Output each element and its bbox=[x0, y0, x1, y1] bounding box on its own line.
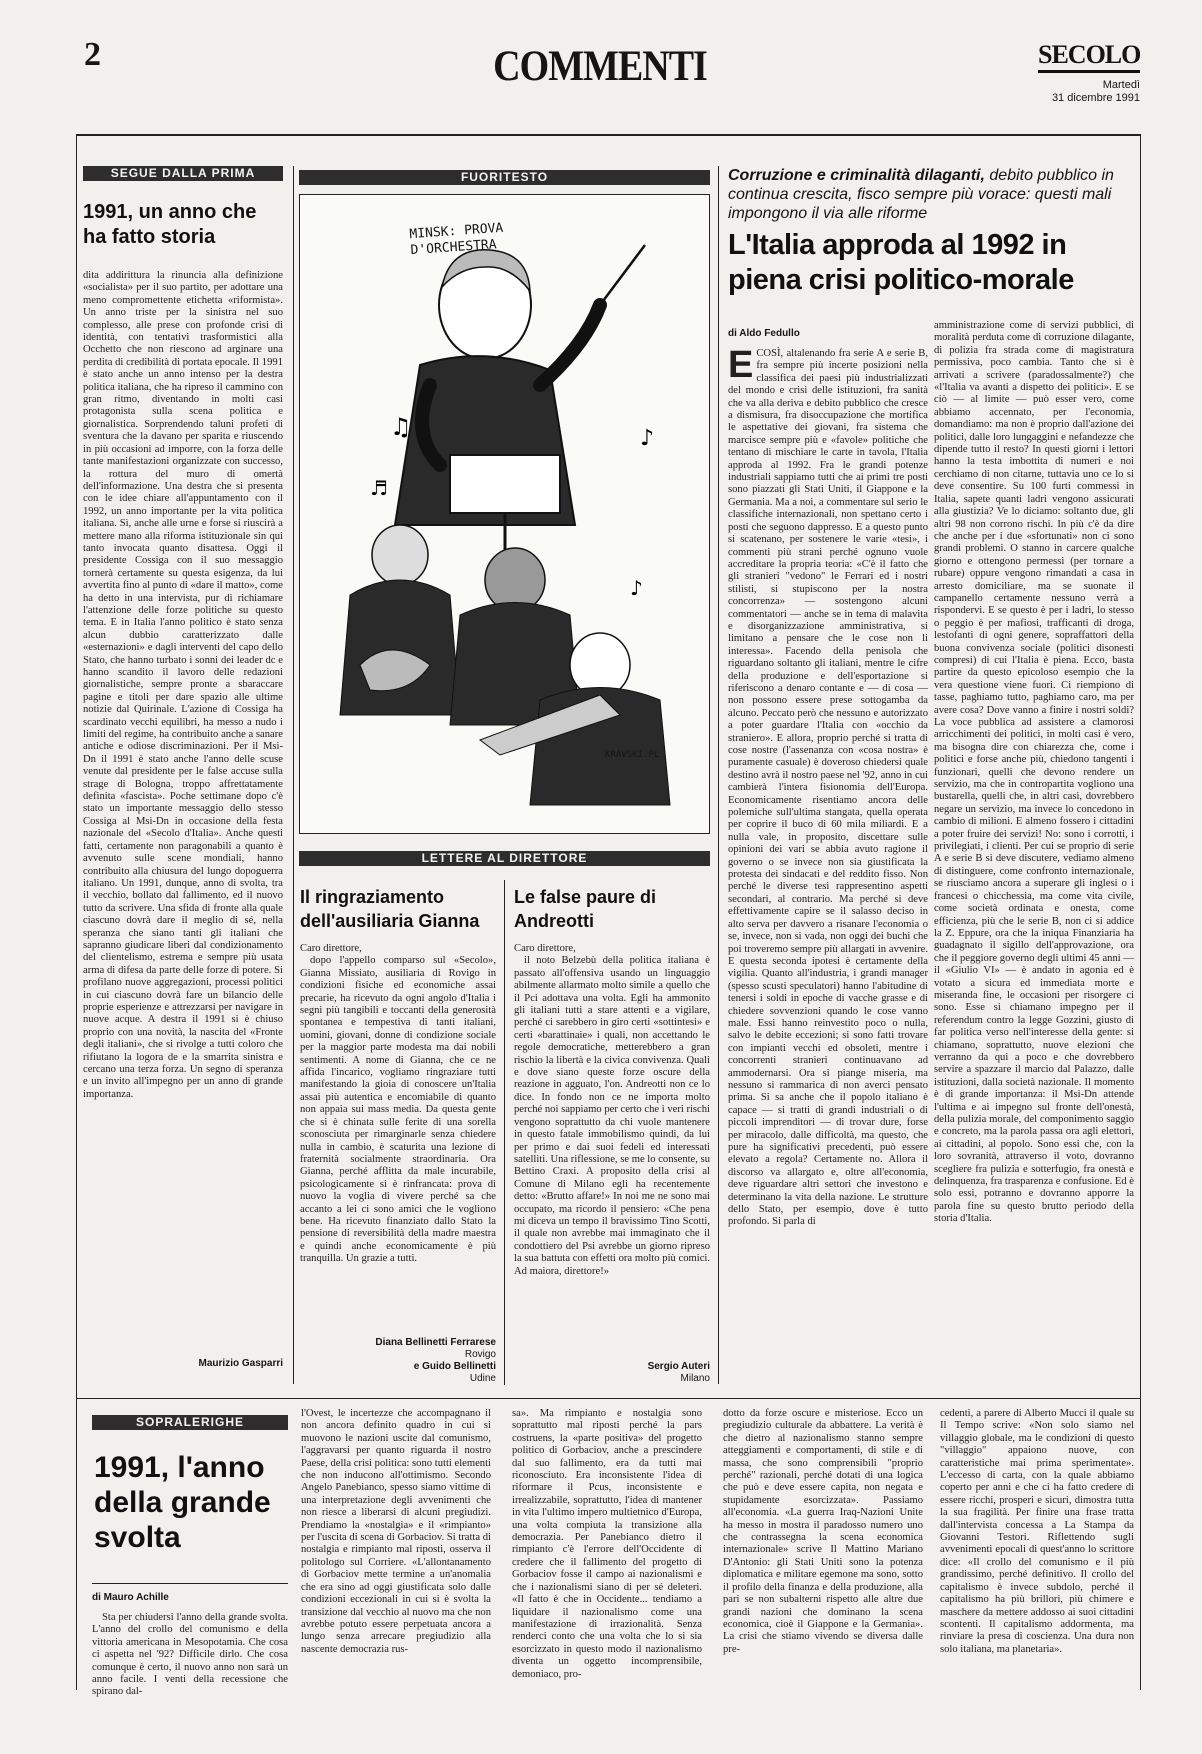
bottom-rule bbox=[76, 1398, 1141, 1399]
music-stand bbox=[450, 455, 560, 513]
conductor-cartoon-illustration bbox=[300, 195, 709, 833]
main-kicker-rest: debito pubblico in continua crescita, fisco sempre più vorace: questi mali impongono il via alle riforme bbox=[728, 167, 1114, 222]
letter-right-signature: Sergio Auteri bbox=[647, 1361, 710, 1372]
section-title: COMMENTI bbox=[493, 41, 707, 91]
letter-right-headline: Le false paure di Andreotti bbox=[514, 887, 657, 931]
bottom-col4 bbox=[723, 1408, 923, 1690]
letter-left-city-1: Rovigo bbox=[464, 1349, 496, 1360]
conductor-arm bbox=[540, 305, 600, 385]
section-label-sopralerighe: SOPRALERIGHE bbox=[92, 1415, 288, 1430]
masthead-rule bbox=[76, 134, 1141, 136]
section-label-lettere: LETTERE AL DIRETTORE bbox=[299, 851, 710, 866]
cartoon-frame bbox=[299, 194, 710, 834]
frame-right bbox=[1140, 134, 1141, 1690]
letter-left-signature-2: e Guido Bellinetti bbox=[413, 1361, 496, 1372]
dropcap: E bbox=[728, 344, 754, 386]
bottom-byline: di Mauro Achille bbox=[92, 1592, 169, 1603]
col-separator-main bbox=[718, 166, 719, 1384]
letter-right-text: il noto Belzebù della politica italiana è passato all'offensiva usando un linguaggio abilmente allarmato molto simile a quello che il Pci adottava una volta. Egli ha ammonito gli italiani tutti a stare attenti e a vigilare, perché ci sarebbero in giro certi «sottintesi» e certi «barattinaie» i quali, non accettando le regole democratiche, metterebbero a gran rischio la libertà e la civica convivenza. Quali e dove siano queste forze oscure della reazione in agguato, l'on. Andreotti non ce lo dice. In fondo non ce ne importa molto perché noi sappiamo per certo che i veri rischi vengono soprattutto da chi vuole mantenere in questo fatale immobilismo quindi, da lui per primo e dai suoi fedeli ed interessati satelliti. Una riflessione, se me lo consente, su Bettino Craxi. A proposito della crisi al Comune di Milano egli ha recentemente detto: «Brutto affare!» In noi me ne sono mai occupato, ma ricordo il pensiero: «Che pena mi diceva un tempo il bravissimo Tino Scotti, il quale non avrebbe mai immaginato che il condottiero del Psi avrebbe un giorno ripreso la sua battuta con effetti ora molto più comici. Ad maiora, direttore!» bbox=[514, 955, 710, 1277]
letter-left-greeting: Caro direttore, bbox=[300, 943, 362, 954]
bottom-headline: 1991, l'anno della grande svolta bbox=[94, 1451, 271, 1554]
bottom-col5 bbox=[940, 1408, 1134, 1690]
letter-right-body bbox=[514, 943, 710, 1355]
letter-left-headline: Il ringraziamento dell'ausiliaria Gianna bbox=[300, 887, 480, 931]
letter-left-body bbox=[300, 943, 496, 1335]
issue-day: Martedì bbox=[1102, 79, 1140, 91]
main-kicker bbox=[728, 166, 1128, 223]
letter-left-signature-1: Diana Bellinetti Ferrarese bbox=[375, 1337, 496, 1348]
music-note: ♪ bbox=[630, 576, 643, 600]
section-label-segue: SEGUE DALLA PRIMA bbox=[83, 166, 283, 181]
bottom-col1 bbox=[92, 1612, 288, 1698]
letters-separator bbox=[504, 880, 505, 1385]
newspaper-logo: SECOLO bbox=[1038, 40, 1140, 73]
musician-left-body bbox=[340, 580, 460, 715]
music-note: ♫ bbox=[390, 413, 412, 441]
music-note: ♬ bbox=[370, 476, 388, 500]
bottom-col4-text: dotto da forze oscure e misteriose. Ecco un pregiudizio culturale da abbattere. La verità è che dietro al nazionalismo stanno sempre atteggiamenti e comportamenti, di stile e di massa, che sono comprensibili "proprio perché" razionali, perché dotati di una logica che può e deve essere capita, non negata e stupidamente esorcizzata». Passiamo all'economia. «La guerra Iraq-Nazioni Unite ha messo in mostra il paradosso numero uno che contrassegna la scena economica internazionale» scrive Il Mattino Mariano D'Antonio: gli Stati Uniti sono la potenza diplomatica e militare egemone ma sono, sotto il profilo della finanza e della produzione, alla pari se non subalterni rispetto alle altre due grandi nazioni che dominano la scena economica, cioè il Giappone e la Germania». La crisi che stiamo vivendo se diversa dalle pre- bbox=[723, 1408, 923, 1655]
cartoon-caption: MINSK: PROVA D'ORCHESTRA bbox=[409, 220, 504, 259]
col1-headline: 1991, un anno che ha fatto storia bbox=[83, 201, 257, 248]
letter-left-city-2: Udine bbox=[469, 1373, 496, 1384]
bottom-col3-text: sa». Ma rimpianto e nostalgia sono soprattutto mal riposti perché la pars costruens, la «parte positiva» del progetto politico di Gorbaciov, anche a prescindere dal suo fallimento, era da tutti mai riconosciuto. Era inconsistente l'idea di riformare il Pcus, inconsistente e irrealizzabile, soprattutto, l'idea di mantener in vita l'ultimo impero multietnico d'Europa, una volta compiuta la transizione alla democrazia. Per Panebianco dietro il rimpianto c'è l'errore dell'Occidente di credere che il fallimento del progetto di Gorbaciov fosse il campo ai nazionalismi e che i nazionalismi siano di per sé deleteri. «Il fatto è che in Occidente... tendiamo a liquidare il nazionalismo come una manifestazione di irrazionalità. Senza renderci conto che una volta che lo si sia esorcizzato in questo modo il nazionalismo diventa un oggetto incomprensibile, demoniaco, pro- bbox=[512, 1408, 702, 1680]
main-text-left: COSÌ, altalenando fra serie A e serie B, fra sempre più incerte posizioni nella classifica dei paesi più industrializzati del mondo e crisi delle istituzioni, fra sanità che va alla deriva e debito pubblico che cresce a dismisura, fra disoccupazione che mortifica le aspettative dei giovani, fra sistema che marcisce sempre più e «favole» politiche che tentano di mischiare le carte in tavola, l'Italia approda al 1992. Fra le grandi potenze industriali sappiamo tutti che ai primi tre posti sono piazzati gli Stati Uniti, il Giappone e la Germania. Ma a noi, a commentare sul serio le classifiche internazionali, non spettano certo i posti che seguono dappresso. E a questo punto si scatenano, per sostenere le varie «tesi», i commenti più strani perché ognuno vuole accreditare la propria teoria: «C'è il fatto che gli stranieri "vedono" le Ferrari ed i nostri stilisti, si stupiscono per la nostra concorrenza» — sostengono alcuni commentatori — anche se in tema di malavita e disorganizzazione amministrativa, si limitano a pensare che le cose non li interessa». Facendo della penisola che riguardano soltanto gli italiani, mentre le cifre della produzione e dell'esportazione si riferiscono a denaro contante e — di cosa — non possono essere prese sottogamba da alcuno. Peccato però che nessuno e autorizzato a poter guardare l'Italia con «occhio da straniero». E allora, proprio perché si tratta di cose nostre (l'assenanza con «cosa nostra» è puramente casuale) è doveroso chiedersi quale destino avrà il nostro paese nel '92, anno in cui cambierà l'intera fisionomia dell'Europa. Economicamente risentiamo ancora delle polemiche sull'ultima stangata, quella operata per coprire il buco di 60 mila miliardi. E a nulla vale, in proposito, discettare sulle opinioni dei vari se abbia avuto ragione il governo o se invece non sia giustificata la protesta dei sindacati e del reddito fisso. Non perché le diverse tesi rappresentino aspetti secondari, al contrario. Ma perché si deve effettivamente capire se il salasso deciso in alto serva per davvero a risanare l'economia o se, invece, non si vada, non oggi dei buchi che poi troveremo sempre più allargati in avvenire. E questa seconda ipotesi è certamente della vigilia. Quanto all'industria, i grandi manager (spesso scusti speculatori) hanno l'abitudine di tenersi i soldi in epoche di vacche grasse e di chiedere sovvenzioni quando le cose vanno male. Essi hanno reinvestito poco o nulla, salvo le debite eccezioni; si sono fatti trovare con impianti vecchi ed obsoleti, mentre i concorrenti stranieri continuavano ad ammodernarsi. Ora si piange miseria, ma nessuno si rammarica di non averci pensato prima. Si sa anche che il popolo italiano è capace — si tratti di grandi industriali o di piccoli imprenditori — di trovar dure, forse per miracolo, dalle difficoltà, ma questo, che pure ha significativi precedenti, può essere elevato a regola? Certamente no. Allora il discorso va allargato e, oltre all'economia, deve riguardare altri settori che investono e determinano la vita della nazione. Le strutture dello Stato, per esempio, dove è tutto profondo. Si parla di bbox=[728, 348, 928, 1228]
col1-text: dita addirittura la rinuncia alla definizione «socialista» per il suo partito, per adottare una meno compromettente etichetta «riformista». Un anno triste per la sinistra nel suo complesso, alle prese con profonde crisi di identità, con tentativi trasformistici alla Occhetto che non riescono ad arginare una perdita di credibilità di portata epocale. Il 1991 è stato anche un anno intenso per la destra politica italiana, che ha ripreso il cammino con gran ritmo, diventando in molti casi protagonista sulla scena politica e giornalistica. Sorprendendo taluni profeti di sventura che la davano per sparita e riuscendo in più occasioni ad imporre, con la forza delle tante manifestazioni organizzate con successo, la rottura del muro di omertà dell'informazione. Una destra che si presenta con le idee chiare all'appuntamento con il 1992, un anno importante per la vita politica italiana. Sì, anche alle urne e forse si riuscirà a mettere mano alla riforma istituzionale sin qui tanto invocata quanto disattesa. Oggi il presidente Cossiga con il suo messaggio tornerà certamente su questa esigenza, da lui avvertita fino al punto di «dare il matto», come ha detto in una intervista, pur di richiamare l'attenzione delle forze politiche su questo tema. E in Italia l'anno politico è stato senza alcun dubbio caratterizzato dalle «esternazioni» e dagli interventi del capo dello Stato, che hanno turbato i sonni dei leader dc e hanno scandito il lavoro delle redazioni giornalistiche, sempre pronte a sbaraccare pagine e titoli per dare spazio alle ultime notizie dal Quirinale. L'azione di Cossiga ha scardinato vecchi equilibri, ha messo a nudo i limiti del regime, ha contribuito anche a sanare antiche e odiose discriminazioni. Per il Msi-Dn il 1991 è stato anche l'anno delle scuse venute dal presidente per le false accuse sulla strage di Bologna, troppo affrettatamente definita «fascista». Poche settimane dopo c'è stato un importante messaggio dello stesso Cossiga al Msi-Dn in occasione della festa nazionale del «Secolo d'Italia». Anche questi fatti, certamente non paragonabili a quanto è avvenuto sulle scene mondiali, hanno contribuito alla chiusura del lungo dopoguerra italiano. Un 1991, dunque, anno di svolta, tra il vecchio, bollato dal fallimento, ed il nuovo tutto da scrivere. Una sfida di fronte alla quale ciascuno dovrà dare il meglio di sé, nella speranza che siano tanti gli italiani che sapranno giudicare liberi dal condizionamento del clientelismo, estrema e sempre più usata arma di difesa da parte delle forze di potere. Si profilano nuove aggregazioni, processi politici in cui ciascuno dovrà fare un bilancio delle proprie esperienze e attrezzarsi per navigare in nuove acque. A destra il 1991 si è chiuso proprio con una novità, la nascita del «Fronte degli italiani», che si rivolge a tutti coloro che rifiutano la logora de e la smarrita sinistra e cercano una terza forza. Un segno di speranza e un invito all'impegno per un anno di grande importanza. bbox=[83, 270, 283, 1100]
col1-body bbox=[83, 270, 283, 1350]
main-headline: L'Italia approda al 1992 in piena crisi politico-morale bbox=[728, 229, 1074, 296]
main-body-left bbox=[728, 344, 928, 1384]
letter-right-city: Milano bbox=[680, 1373, 710, 1384]
main-byline: di Aldo Fedullo bbox=[728, 328, 800, 339]
musician-left-head bbox=[372, 525, 428, 585]
frame-left bbox=[76, 134, 77, 1690]
issue-date: 31 dicembre 1991 bbox=[1051, 92, 1140, 104]
bottom-byline-rule bbox=[92, 1583, 288, 1584]
section-label-fuoritesto: FUORITESTO bbox=[299, 170, 710, 185]
page-number: 2 bbox=[84, 36, 101, 73]
letter-left-text: dopo l'appello comparso sul «Secolo», Gianna Missiato, ausiliaria di Rovigo in condizioni fisiche ed economiche assai precarie, ha ricevuto da ogni angolo d'Italia i segni più tangibili e toccanti della generosità spontanea e tempestiva di tanti italiani, uomini, giovani, donne di condizione sociale per la maggior parte modesta ma dai nobili sentimenti. A nome di Gianna, che ce ne affida l'incarico, vogliamo ringraziare tutti manifestando la gioia di conoscere un'Italia assai più autentica e encomiabile di quanto non appaia sui mass media. Da questa gente che si è chinata sulle ferite di una sorella sconosciuta per rimarginarle senza chiedere nulla in cambio, è scaturita una lezione di fraternità socialmente straordinaria. Ora Gianna, perché afflitta da male incurabile, psicologicamente si è rinfrancata: prova di nuovo la voglia di vivere perché sa che accanto a lei ci sono amici che le vogliono bene. Ha ricevuto finanziato dallo Stato la pensione di reversibilità della madre maestra e quindi anche economicamente è più tranquilla. Un grazie a tutti. bbox=[300, 955, 496, 1265]
bottom-col2-text: l'Ovest, le incertezze che accompagnano il non ancora definito quadro in cui si muovono le nazioni uscite dal comunismo, l'aggravarsi per quanto riguarda il nostro Paese, della crisi politica: sono tutti elementi che non inducono all'ottimismo. Secondo Angelo Panebianco, spesso siamo vittime di una interpretazione degli avvenimenti che non riesce a liberarsi di alcuni pregiudizi. Prendiamo la «nostalgia» e il «rimpianto» per l'uscita di scena di Gorbaciov. Si tratta di nostalgia e rimpianto mal riposti, osserva il politologo sul Corriere. «L'allontanamento di Gorbaciov mette termine a un'anomalia che era sino ad oggi giustificata solo dalle condizioni eccezionali in cui si è svolta la transizione dal vecchio al nuovo ma che non avrebbe potuto essere perpetuata ancora a lungo senza arrecare pregiudizio alla nascente democrazia rus- bbox=[301, 1408, 491, 1655]
bottom-col5-text: cedenti, a parere di Alberto Mucci il quale su Il Tempo scrive: «Non solo siamo nel villaggio globale, ma le condizioni di questo "villaggio" appaiono nuove, con caratteristiche mai prima sperimentate». L'eccesso di carta, con la quale abbiamo coperto per anni e che ci ha fatto credere di essere ricchi, prosperi e sicuri, dimostra tutta la sua fragilità. Per finire una frase tratta dall'intervista concessa a La Stampa da Giovanni Testori. Riflettendo sugli avvenimenti epocali di quest'anno lo scrittore dice: «Il crollo del comunismo e il più grandissimo, perché definitivo. Il crollo del capitalismo è invece subdolo, perché il capitalismo ha più brillori, più chimere e maschere da mettere addosso ai suoi cittadini scontenti. Il capitalismo addormenta, ma rinviare la presa di coscienza. Una dura non solo italiana, ma planetaria». bbox=[940, 1408, 1134, 1655]
letter-right-greeting: Caro direttore, bbox=[514, 943, 576, 954]
main-kicker-bold: Corruzione e criminalità dilaganti, bbox=[728, 167, 985, 184]
cartoonist-signature: KRAVSKI.PL bbox=[605, 750, 660, 760]
bottom-col3 bbox=[512, 1408, 702, 1690]
music-note: ♪ bbox=[640, 426, 655, 451]
bottom-col1-text: Sta per chiudersi l'anno della grande svolta. L'anno del crollo del comunismo e della vittoria americana in Mesopotamia. Che cosa ci aspetta nel '92? Difficile dirlo. Che cosa comunque è certo, il nuovo anno non sarà un anno facile. I venti della recessione che spirano dal- bbox=[92, 1612, 288, 1698]
main-text-right: amministrazione come di servizi pubblici, di moralità perduta come di corruzione dilagante, di polizia fra strada come di magistratura permissiva, poco cambia. Tanto che si è arrivati a scrivere (paradossalmente?) che «l'Italia va avanti a dispetto dei politici». E se ciò — al limite — può esser vero, come abbiamo accennato, per l'economia, domandiamo: ma non è proprio dall'azione dei politici, dalle loro lungaggini e nefandezze che dipende tutto il resto? In questi giorni i lettori hanno la testa imbottita di numeri e noi cerchiamo di non citarne, tuttavia uno ce lo si deve consentire. Su 100 furti commessi in Italia, sapete quanti ladri vengono assicurati alla giustizia? Ve lo diciamo: soltanto due, gli altri 98 non corrono rischi. In più c'è da dire che anche per i due «sfortunati» non ci sono grandi problemi. O stanno in carcere qualche giorno e ottengono permessi (per tornare a rubare) oppure vengono rimandati a casa in arresto domiciliare, ma se suonate il campanello certamente nessuno verrà a rispondervi. E se questo è per i ladri, lo stesso o peggio è per mafiosi, trafficanti di droga, lestofanti di ogni genere, sopraffattori della buona convivenza sociale (politici disonesti compresi) di cui l'Italia è piena. Ecco, basta partire da questo epicoloso esempio che la vera questione viene fuori. Ci riempiono di tasse, paghiamo tutto, paghiamo caro, ma per avere cosa? Dove vanno a finire i nostri soldi? La voce pubblica ad assistere a clamorosi arricchimenti dei politici, in molti casi è vero, ma bisogna dire con chiarezza che, come i politici e forse anche più, chiedono tangenti i funzionari, quelli che devono rendere un servizio, ma che in contropartita vogliono una bustarella, quelli che, in altri casi, dovrebbero negare un servizio, ma invece lo concedono in cambio di milioni. E almeno fossero i cittadini a poter fruire dei servizi! No: sono i corrotti, i privilegiati, i clienti. Per cui se proprio di serie A e serie B si deve discutere, vediamo almeno di distinguere, come confronto internazionale, se riusciamo ancora a superare gli inglesi o i francesi o chicchessia, ma come vita civile, come società ordinata e onesta, come efficienza, più che le serie B, non ci si addice la Z. Eppure, ora che la iniqua Finanziaria ha guadagnato il sigillo dell'approvazione, ora che il peggiore governo degli ultimi 45 anni — il «Giulio VI» — è andato in agonia ed è votato a sicura ed immediata morte e miseranda fine, le occasioni per risorgere ci sono. Esse si chiamano impegno per il referendum contro la legge Gozzini, giusto di far politica verso nell'interesse della gente: si chiamano, soprattutto, nuove elezioni che verranno da qui a poco e che dovrebbero servire a spazzare il marcio dal Palazzo, dalle istituzioni, dalla società nazionale. Il momento è di grande importanza: il Msi-Dn attende l'ultima e ai impegno sul fronte dell'onestà, della pulizia morale, del componimento saggio e concreto, ma la parola passa ora agli elettori, ai cittadini, al popolo. Sono essi che, con la loro sovranità, attraverso il voto, dovranno scegliere fra pulizia e sotterfugio, fra onestà e delinquenza, fra trasparenza e confusione. Ed è solo essi, potranno e dovranno apporre la parola fine su questo brutto periodo della storia d'Italia. bbox=[934, 320, 1135, 1225]
col1-separator bbox=[293, 166, 294, 1384]
col1-author: Maurizio Gasparri bbox=[198, 1358, 283, 1369]
bottom-col2 bbox=[301, 1408, 491, 1690]
main-body-right bbox=[934, 320, 1134, 1386]
baton bbox=[600, 245, 645, 305]
